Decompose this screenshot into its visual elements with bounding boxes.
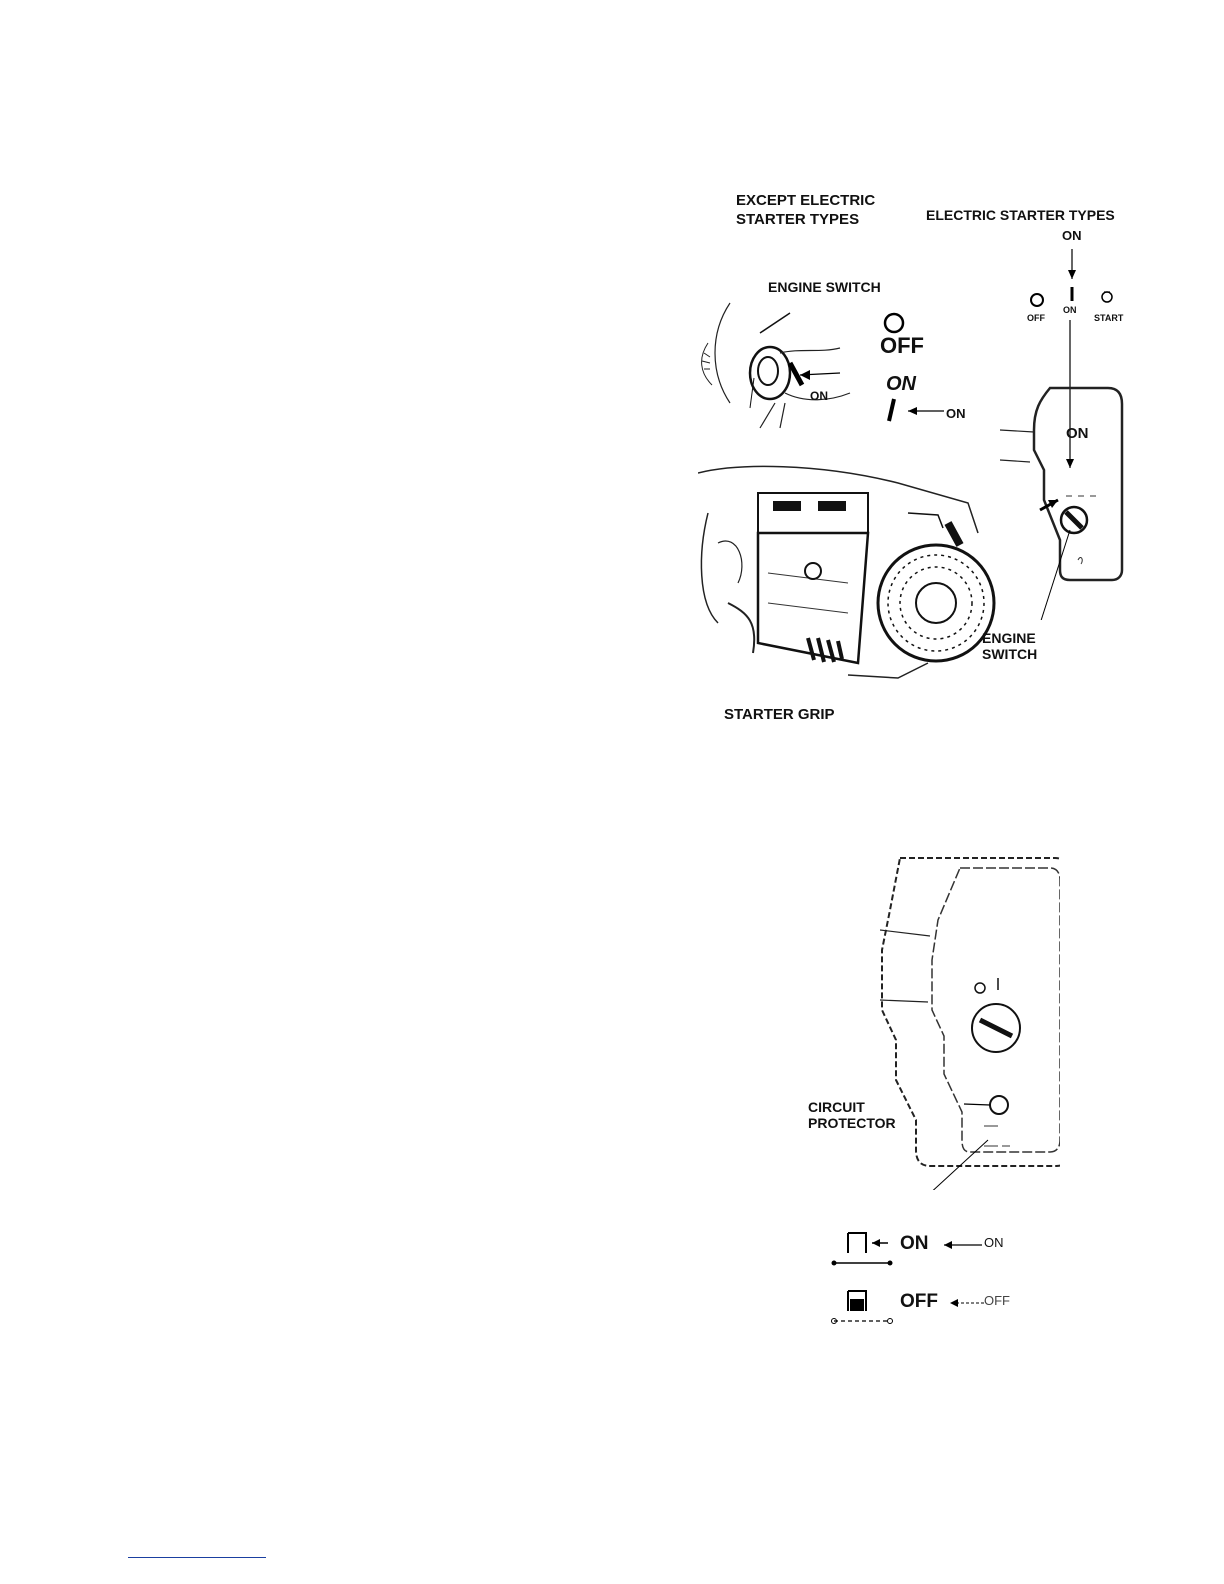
except-electric-heading-line2: STARTER TYPES [736, 211, 860, 228]
engine-switch-label-2-line2: SWITCH [982, 646, 1038, 662]
electric-starter-heading: ELECTRIC STARTER TYPES [926, 207, 1115, 223]
engine-switch-label: ENGINE SWITCH [768, 279, 881, 295]
circuit-protector-label-line2: PROTECTOR [808, 1115, 896, 1131]
on-symbol-text: ON [886, 373, 916, 395]
except-electric-heading-line1: EXCEPT ELECTRIC [736, 192, 876, 209]
on-arrow-icon [940, 1238, 985, 1252]
switch-position-off: OFF [1027, 313, 1045, 323]
engine-switch-label-2-line1: ENGINE [982, 630, 1036, 646]
engine-switch-figure [690, 185, 1130, 730]
breaker-off-icon [830, 1283, 900, 1328]
engine-illustration [698, 453, 1038, 703]
engine-switch-sketch [690, 293, 890, 433]
switch-position-start: START [1094, 313, 1124, 323]
breaker-on-label: ON [900, 1233, 929, 1254]
breaker-off-label: OFF [900, 1291, 938, 1312]
on-callout-1: ON [810, 389, 828, 403]
circuit-protector-figure [800, 850, 1060, 1340]
off-circle-icon [882, 311, 906, 335]
footnote-rule [128, 1557, 266, 1558]
on-callout-2: ON [946, 406, 966, 421]
off-arrow-icon [946, 1296, 986, 1310]
switch-positions-icons [1020, 249, 1130, 309]
switch-position-on: ON [1063, 305, 1077, 315]
breaker-off-callout: OFF [984, 1293, 1010, 1308]
breaker-on-callout: ON [984, 1235, 1004, 1250]
off-symbol-text: OFF [880, 333, 924, 358]
panel-on-label: ON [1066, 425, 1089, 442]
breaker-on-icon [830, 1225, 900, 1270]
starter-grip-label: STARTER GRIP [724, 706, 835, 723]
top-on-callout: ON [1062, 228, 1082, 243]
control-panel-drawing [880, 850, 1060, 1190]
circuit-protector-label-line1: CIRCUIT [808, 1099, 865, 1115]
